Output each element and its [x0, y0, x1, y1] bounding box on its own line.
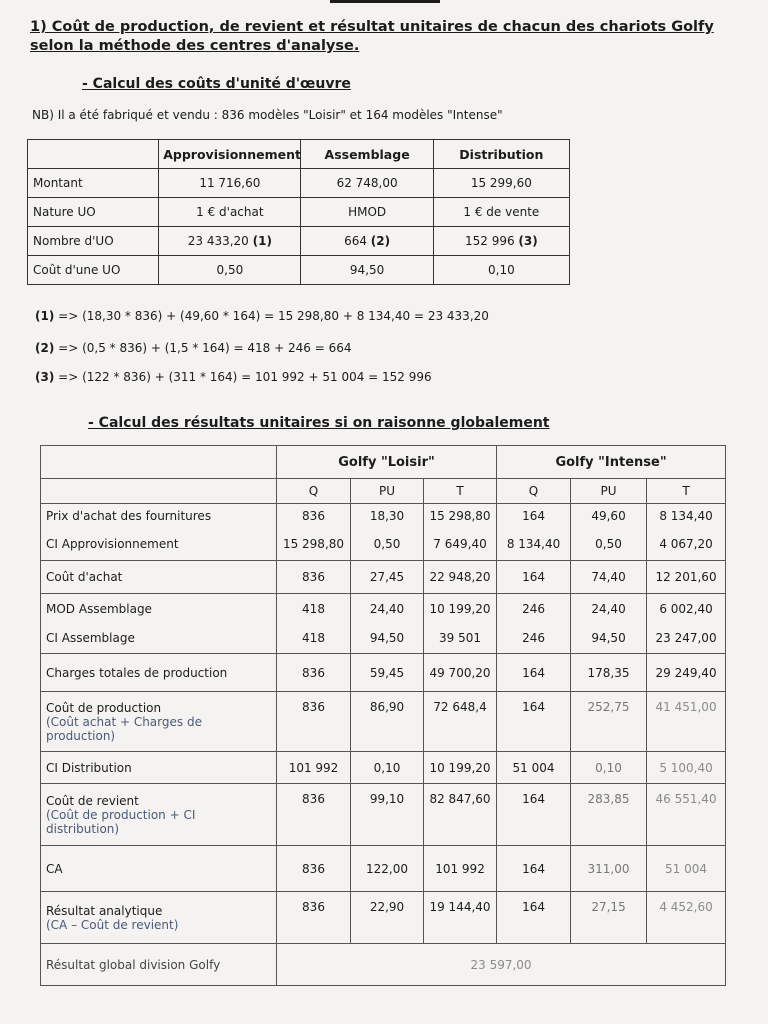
row-label-text: CI Approvisionnement [46, 537, 179, 552]
row-label-text: Coût de production [46, 700, 162, 715]
results-row [41, 561, 726, 594]
results-cell: 74,40 [571, 561, 647, 594]
formula-ref: (1) [35, 309, 55, 323]
results-cell: 22,90 [351, 892, 424, 944]
uo-row-label: Montant [28, 169, 159, 198]
results-cell: 0,50 [351, 529, 424, 561]
results-cell: 49,60 [571, 504, 647, 529]
results-row [41, 654, 726, 692]
subcol-header: T [424, 479, 497, 504]
results-cell: 7 649,40 [424, 529, 497, 561]
uo-corner-cell [28, 140, 159, 169]
results-cell: 178,35 [571, 654, 647, 692]
results-cell: 24,40 [351, 594, 424, 624]
uo-cell: 11 716,60 [159, 169, 301, 198]
results-cell: 122,00 [351, 846, 424, 892]
uo-col-header: Assemblage [301, 140, 433, 169]
subcol-header: Q [497, 479, 571, 504]
row-label-text: MOD Assemblage [46, 601, 152, 616]
results-cell: 164 [497, 504, 571, 529]
uo-col-header: Approvisionnement [159, 140, 301, 169]
results-cell: 22 948,20 [424, 561, 497, 594]
results-row-label [41, 654, 277, 692]
results-cell: 0,10 [571, 752, 647, 784]
results-row [41, 892, 726, 944]
row-label-text: Charges totales de production [46, 665, 228, 680]
section-title-uo: - Calcul des coûts d'unité d'œuvre [82, 76, 351, 92]
results-cell: 24,40 [571, 594, 647, 624]
results-row-label [41, 846, 277, 892]
results-cell: 252,75 [571, 692, 647, 752]
results-cell: 29 249,40 [647, 654, 726, 692]
results-cell: 23 247,00 [647, 624, 726, 654]
formula-text: => (0,5 * 836) + (1,5 * 164) = 418 + 246 = 664 [58, 341, 352, 355]
results-row [41, 692, 726, 752]
formula-line [35, 309, 489, 323]
uo-cell: HMOD [301, 198, 433, 227]
results-cell: 86,90 [351, 692, 424, 752]
uo-cost-table [27, 139, 570, 285]
results-cell: 836 [277, 654, 351, 692]
results-cell: 15 298,80 [424, 504, 497, 529]
results-row-label [41, 504, 277, 529]
results-cell: 164 [497, 692, 571, 752]
row-label-text: Coût de revient [46, 793, 139, 808]
uo-row-label: Nombre d'UO [28, 227, 159, 256]
results-row-label [41, 561, 277, 594]
row-label-text: CA [46, 861, 63, 876]
results-cell: 8 134,40 [647, 504, 726, 529]
results-cell: 18,30 [351, 504, 424, 529]
group-header-loisir: Golfy "Loisir" [277, 446, 497, 479]
uo-col-header: Distribution [433, 140, 569, 169]
results-cell: 6 002,40 [647, 594, 726, 624]
subcol-header: T [647, 479, 726, 504]
results-row-label [41, 752, 277, 784]
question-heading: 1) Coût de production, de revient et résultat unitaires de chacun des chariots Golfy selon la méthode des centres d'analyse. [30, 19, 714, 54]
results-row-label [41, 784, 277, 846]
uo-row [28, 169, 570, 198]
uo-row-label: Nature UO [28, 198, 159, 227]
uo-row [28, 198, 570, 227]
formula-ref: (2) [35, 341, 55, 355]
section-title-results: - Calcul des résultats unitaires si on raisonne globalement [88, 415, 550, 431]
results-cell: 51 004 [647, 846, 726, 892]
results-row [41, 529, 726, 561]
row-label-text: CI Assemblage [46, 631, 135, 646]
results-cell: 246 [497, 624, 571, 654]
uo-cell: 0,10 [433, 256, 569, 285]
results-cell: 8 134,40 [497, 529, 571, 561]
global-result-value: 23 597,00 [277, 944, 726, 986]
global-result-label: Résultat global division Golfy [41, 944, 277, 986]
results-cell: 27,15 [571, 892, 647, 944]
results-cell: 836 [277, 504, 351, 529]
results-subheader-row [41, 479, 726, 504]
formula-line [35, 370, 432, 384]
formula-text: => (18,30 * 836) + (49,60 * 164) = 15 298,80 + 8 134,40 = 23 433,20 [58, 309, 489, 323]
row-label-formula: (CA – Coût de revient) [46, 917, 179, 932]
results-cell: 311,00 [571, 846, 647, 892]
results-cell: 101 992 [277, 752, 351, 784]
results-corner-cell [41, 446, 277, 479]
results-cell: 418 [277, 594, 351, 624]
results-cell: 99,10 [351, 784, 424, 846]
results-cell: 4 452,60 [647, 892, 726, 944]
subcol-header: PU [571, 479, 647, 504]
results-cell: 10 199,20 [424, 594, 497, 624]
results-row-label [41, 594, 277, 624]
group-header-intense: Golfy "Intense" [497, 446, 726, 479]
row-label-formula: (Coût achat + Charges de production) [46, 714, 202, 743]
results-row [41, 752, 726, 784]
uo-ref: (2) [370, 234, 391, 248]
results-table [40, 445, 726, 986]
formula-ref: (3) [35, 370, 55, 384]
results-cell: 836 [277, 784, 351, 846]
row-label-text: CI Distribution [46, 760, 132, 775]
row-label-text: Coût d'achat [46, 570, 123, 584]
uo-cell: 15 299,60 [433, 169, 569, 198]
results-cell: 283,85 [571, 784, 647, 846]
uo-cell: 0,50 [159, 256, 301, 285]
subcol-header: Q [277, 479, 351, 504]
uo-ref: (3) [518, 234, 538, 248]
production-note: NB) Il a été fabriqué et vendu : 836 modèles "Loisir" et 164 modèles "Intense" [32, 108, 503, 122]
results-cell: 0,10 [351, 752, 424, 784]
results-cell: 164 [497, 654, 571, 692]
results-row [41, 504, 726, 529]
results-row-label [41, 692, 277, 752]
uo-cell: 1 € de vente [433, 198, 569, 227]
row-label-text: Prix d'achat des fournitures [46, 509, 212, 524]
uo-cell [301, 227, 433, 256]
results-cell: 46 551,40 [647, 784, 726, 846]
results-row [41, 846, 726, 892]
results-cell: 418 [277, 624, 351, 654]
results-cell: 94,50 [351, 624, 424, 654]
results-row-label [41, 624, 277, 654]
results-row [41, 784, 726, 846]
results-cell: 10 199,20 [424, 752, 497, 784]
formula-line [35, 341, 352, 355]
uo-value: 23 433,20 [187, 234, 249, 248]
uo-value: 152 996 [464, 234, 515, 248]
results-cell: 51 004 [497, 752, 571, 784]
results-cell: 0,50 [571, 529, 647, 561]
results-cell: 4 067,20 [647, 529, 726, 561]
uo-row-label: Coût d'une UO [28, 256, 159, 285]
uo-cell: 62 748,00 [301, 169, 433, 198]
results-body [41, 504, 726, 944]
results-cell: 164 [497, 561, 571, 594]
results-cell: 101 992 [424, 846, 497, 892]
results-row [41, 624, 726, 654]
results-cell: 19 144,40 [424, 892, 497, 944]
results-cell: 49 700,20 [424, 654, 497, 692]
results-cell: 836 [277, 892, 351, 944]
uo-cell: 1 € d'achat [159, 198, 301, 227]
results-cell: 59,45 [351, 654, 424, 692]
header-rule [330, 0, 440, 3]
results-cell: 164 [497, 784, 571, 846]
uo-cell: 94,50 [301, 256, 433, 285]
results-cell: 15 298,80 [277, 529, 351, 561]
results-row-label [41, 892, 277, 944]
results-cell: 164 [497, 892, 571, 944]
row-label-text: Résultat analytique [46, 903, 163, 918]
results-cell: 39 501 [424, 624, 497, 654]
uo-row [28, 256, 570, 285]
results-cell: 94,50 [571, 624, 647, 654]
results-cell: 246 [497, 594, 571, 624]
uo-header-row [28, 140, 570, 169]
formula-text: => (122 * 836) + (311 * 164) = 101 992 + 51 004 = 152 996 [58, 370, 432, 384]
global-result-row [41, 944, 726, 986]
results-cell: 5 100,40 [647, 752, 726, 784]
results-cell: 41 451,00 [647, 692, 726, 752]
results-cell: 82 847,60 [424, 784, 497, 846]
results-cell: 836 [277, 692, 351, 752]
results-cell: 72 648,4 [424, 692, 497, 752]
results-group-row [41, 446, 726, 479]
uo-value: 664 [344, 234, 367, 248]
results-row [41, 594, 726, 624]
uo-ref: (1) [252, 234, 272, 248]
results-cell: 27,45 [351, 561, 424, 594]
results-cell: 836 [277, 846, 351, 892]
results-cell: 12 201,60 [647, 561, 726, 594]
uo-cell [159, 227, 301, 256]
results-corner-cell [41, 479, 277, 504]
results-cell: 836 [277, 561, 351, 594]
uo-row [28, 227, 570, 256]
uo-cell [433, 227, 569, 256]
row-label-formula: (Coût de production + CI distribution) [46, 807, 196, 836]
results-cell: 164 [497, 846, 571, 892]
subcol-header: PU [351, 479, 424, 504]
results-row-label [41, 529, 277, 561]
